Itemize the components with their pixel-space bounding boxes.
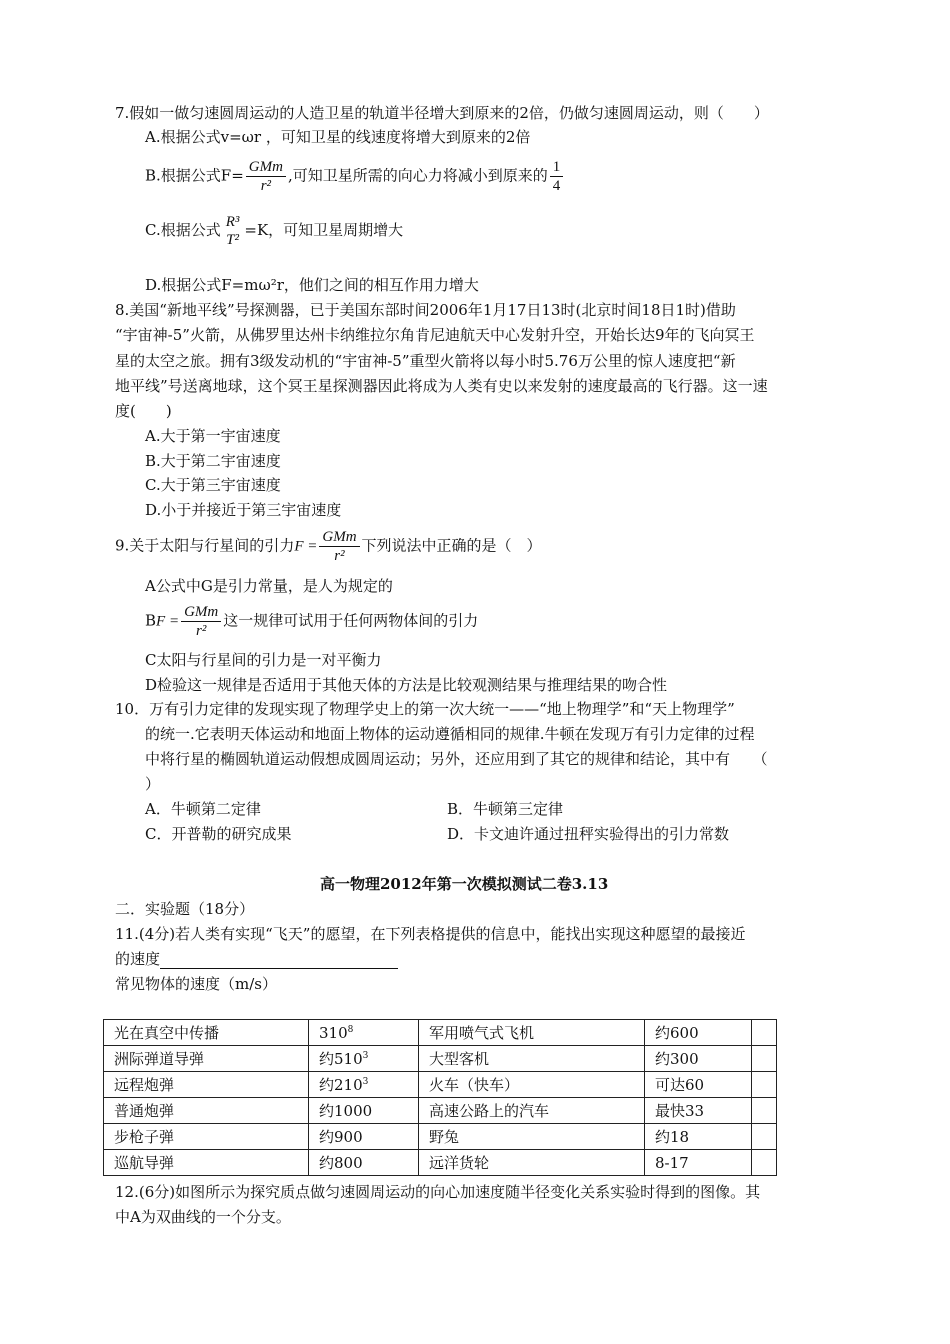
q7-option-a: A.根据公式v=ωr ，可知卫星的线速度将增大到原来的2倍 — [145, 128, 531, 146]
object-cell: 步枪子弹 — [104, 1124, 309, 1150]
q10-line-1: 10．万有引力定律的发现实现了物理学史上的第一次大统一——“地上物理学”和“天上物理学” — [115, 700, 735, 718]
q11-line-1: 11.(4分)若人类有实现“飞天”的愿望，在下列表格提供的信息中，能找出实现这种愿望的最接近 — [115, 925, 746, 943]
empty-cell — [752, 1046, 777, 1072]
empty-cell — [752, 1150, 777, 1176]
q7-c-denominator: T² — [226, 232, 239, 248]
speed-cell: 约800 — [309, 1150, 419, 1176]
q9-b-denominator: r² — [195, 623, 207, 639]
q7-b-numerator: GMm — [246, 158, 286, 177]
object-cell: 远程炮弹 — [104, 1072, 309, 1098]
q9-option-b — [145, 603, 478, 640]
q7-b-quarter — [550, 158, 564, 195]
empty-cell — [752, 1098, 777, 1124]
q8-option-a: A.大于第一宇宙速度 — [145, 427, 281, 445]
speed-cell: 8-17 — [645, 1150, 752, 1176]
q8-line-4: 地平线”号送离地球，这个冥王星探测器因此将成为人类有史以来发射的速度最高的飞行器。这一速 — [115, 377, 768, 395]
object-cell: 火车（快车） — [419, 1072, 645, 1098]
object-cell: 普通炮弹 — [104, 1098, 309, 1124]
q8-option-d: D.小于并接近于第三宇宙速度 — [145, 501, 342, 519]
q7-c-formula — [223, 213, 243, 249]
q7-b-quarter-num: 1 — [550, 158, 564, 177]
speed-exponent: 3 — [362, 1051, 369, 1061]
speed-cell: 约900 — [309, 1124, 419, 1150]
empty-cell — [752, 1020, 777, 1046]
q10-option-c: C．开普勒的研究成果 — [145, 825, 292, 843]
q11-line-2-text: 的速度 — [115, 950, 161, 968]
speed-cell: 可达60 — [645, 1072, 752, 1098]
speed-exponent: 8 — [347, 1024, 354, 1035]
q9-formula — [319, 528, 359, 565]
q10-line-3: 中将行星的椭圆轨道运动假想成圆周运动；另外，还应用到了其它的规律和结论，其中有 （ — [145, 750, 768, 768]
q8-line-2: “宇宙神-5”火箭，从佛罗里达州卡纳维拉尔角肯尼迪航天中心发射升空，开始长达9年的飞向冥王 — [115, 326, 755, 344]
section-title: 高一物理2012年第一次模拟测试二卷3.13 — [320, 875, 609, 893]
object-cell: 大型客机 — [419, 1046, 645, 1072]
q10-line-4: ） — [145, 775, 161, 793]
empty-cell — [752, 1124, 777, 1150]
q9-denominator: r² — [334, 548, 345, 564]
q7-option-d: D.根据公式F=mω²r，他们之间的相互作用力增大 — [145, 276, 479, 294]
speed-base: 约2 — [319, 1076, 344, 1094]
object-cell: 巡航导弹 — [104, 1150, 309, 1176]
speed-base: 3 — [319, 1023, 329, 1042]
table-row — [104, 1150, 777, 1176]
speed-cell: 约1000 — [309, 1098, 419, 1124]
q11-line-2 — [115, 949, 398, 969]
object-cell: 远洋货轮 — [419, 1150, 645, 1176]
q10-option-b: B．牛顿第三定律 — [447, 800, 564, 818]
q9-f-equals: F = — [294, 538, 318, 555]
q7-b-quarter-den: 4 — [552, 178, 561, 194]
q10-option-d: D．卡文迪许通过扭秤实验得出的引力常数 — [447, 825, 730, 843]
object-cell: 光在真空中传播 — [104, 1020, 309, 1046]
speed-cell — [309, 1072, 419, 1098]
table-row — [104, 1098, 777, 1124]
table-row — [104, 1020, 777, 1046]
q9-option-a: A公式中G是引力常量，是人为规定的 — [145, 577, 393, 595]
speed-base: 约5 — [319, 1050, 344, 1068]
table-row — [104, 1124, 777, 1150]
table-row — [104, 1072, 777, 1098]
speed-exponent: 3 — [362, 1077, 369, 1087]
q7-b-prefix: B.根据公式F= — [145, 166, 244, 185]
object-cell: 洲际弹道导弹 — [104, 1046, 309, 1072]
q9-b-prefix: B — [145, 611, 157, 630]
q7-b-denominator: r² — [260, 178, 272, 194]
q7-b-suffix: ,可知卫星所需的向心力将减小到原来的 — [287, 166, 548, 185]
object-cell: 高速公路上的汽车 — [419, 1098, 645, 1124]
q8-line-1: 8.美国“新地平线”号探测器，已于美国东部时间2006年1月17日13时(北京时间18日1时)借助 — [115, 301, 736, 319]
speed-cell: 约300 — [645, 1046, 752, 1072]
speed-power-base: 10 — [343, 1050, 363, 1068]
q9-b-suffix: 这一规律可试用于任何两物体间的引力 — [223, 611, 479, 630]
q7-b-formula — [246, 158, 286, 195]
q9-option-d: D检验这一规律是否适用于其他天体的方法是比较观测结果与推理结果的吻合性 — [145, 676, 668, 694]
q8-option-c: C.大于第三宇宙速度 — [145, 476, 281, 494]
q7-option-c — [145, 213, 403, 249]
table-row — [104, 1046, 777, 1072]
q7-c-numerator: R³ — [225, 214, 240, 230]
q7-stem: 7.假如一做匀速圆周运动的人造卫星的轨道半径增大到原来的2倍，仍做匀速圆周运动，则（ ） — [115, 104, 769, 122]
q9-numerator: GMm — [319, 528, 359, 547]
object-cell: 军用喷气式飞机 — [419, 1020, 645, 1046]
speed-cell — [309, 1046, 419, 1072]
speed-cell: 最快33 — [645, 1098, 752, 1124]
table-caption: 常见物体的速度（m/s） — [115, 975, 277, 993]
q8-line-3: 星的太空之旅。拥有3级发动机的“宇宙神-5”重型火箭将以每小时5.76万公里的惊人速度把“新 — [115, 352, 736, 370]
q9-b-formula — [181, 603, 221, 640]
speed-cell: 约18 — [645, 1124, 752, 1150]
q10-option-a: A．牛顿第二定律 — [145, 800, 261, 818]
q8-line-5: 度( ) — [115, 402, 172, 420]
q9-option-c: C太阳与行星间的引力是一对平衡力 — [145, 651, 382, 669]
speed-cell — [309, 1020, 419, 1046]
q8-option-b: B.大于第二宇宙速度 — [145, 452, 281, 470]
q9-b-f-equals: F = — [156, 613, 180, 630]
q9-b-numerator: GMm — [181, 603, 221, 622]
q7-c-suffix: =K，可知卫星周期增大 — [244, 221, 404, 239]
q9-stem-prefix: 9.关于太阳与行星间的引力 — [115, 536, 295, 555]
q9-stem-suffix: 下列说法中正确的是（ ） — [361, 536, 542, 555]
answer-blank[interactable] — [160, 952, 398, 969]
q12-line-2: 中A为双曲线的一个分支。 — [115, 1208, 291, 1226]
speed-cell: 约600 — [645, 1020, 752, 1046]
empty-cell — [752, 1072, 777, 1098]
q7-c-prefix: C.根据公式 — [145, 221, 221, 239]
q9-stem — [115, 528, 542, 565]
speed-power-base: 10 — [328, 1023, 348, 1042]
speed-power-base: 10 — [343, 1076, 363, 1094]
q10-line-2: 的统一.它表明天体运动和地面上物体的运动遵循相同的规律.牛顿在发现万有引力定律的过程 — [145, 725, 755, 743]
speed-table — [103, 1019, 777, 1176]
object-cell: 野兔 — [419, 1124, 645, 1150]
section-heading: 二．实验题（18分） — [115, 900, 255, 918]
q7-option-b — [145, 158, 565, 195]
q12-line-1: 12.(6分)如图所示为探究质点做匀速圆周运动的向心加速度随半径变化关系实验时得到的图像。其 — [115, 1183, 761, 1201]
